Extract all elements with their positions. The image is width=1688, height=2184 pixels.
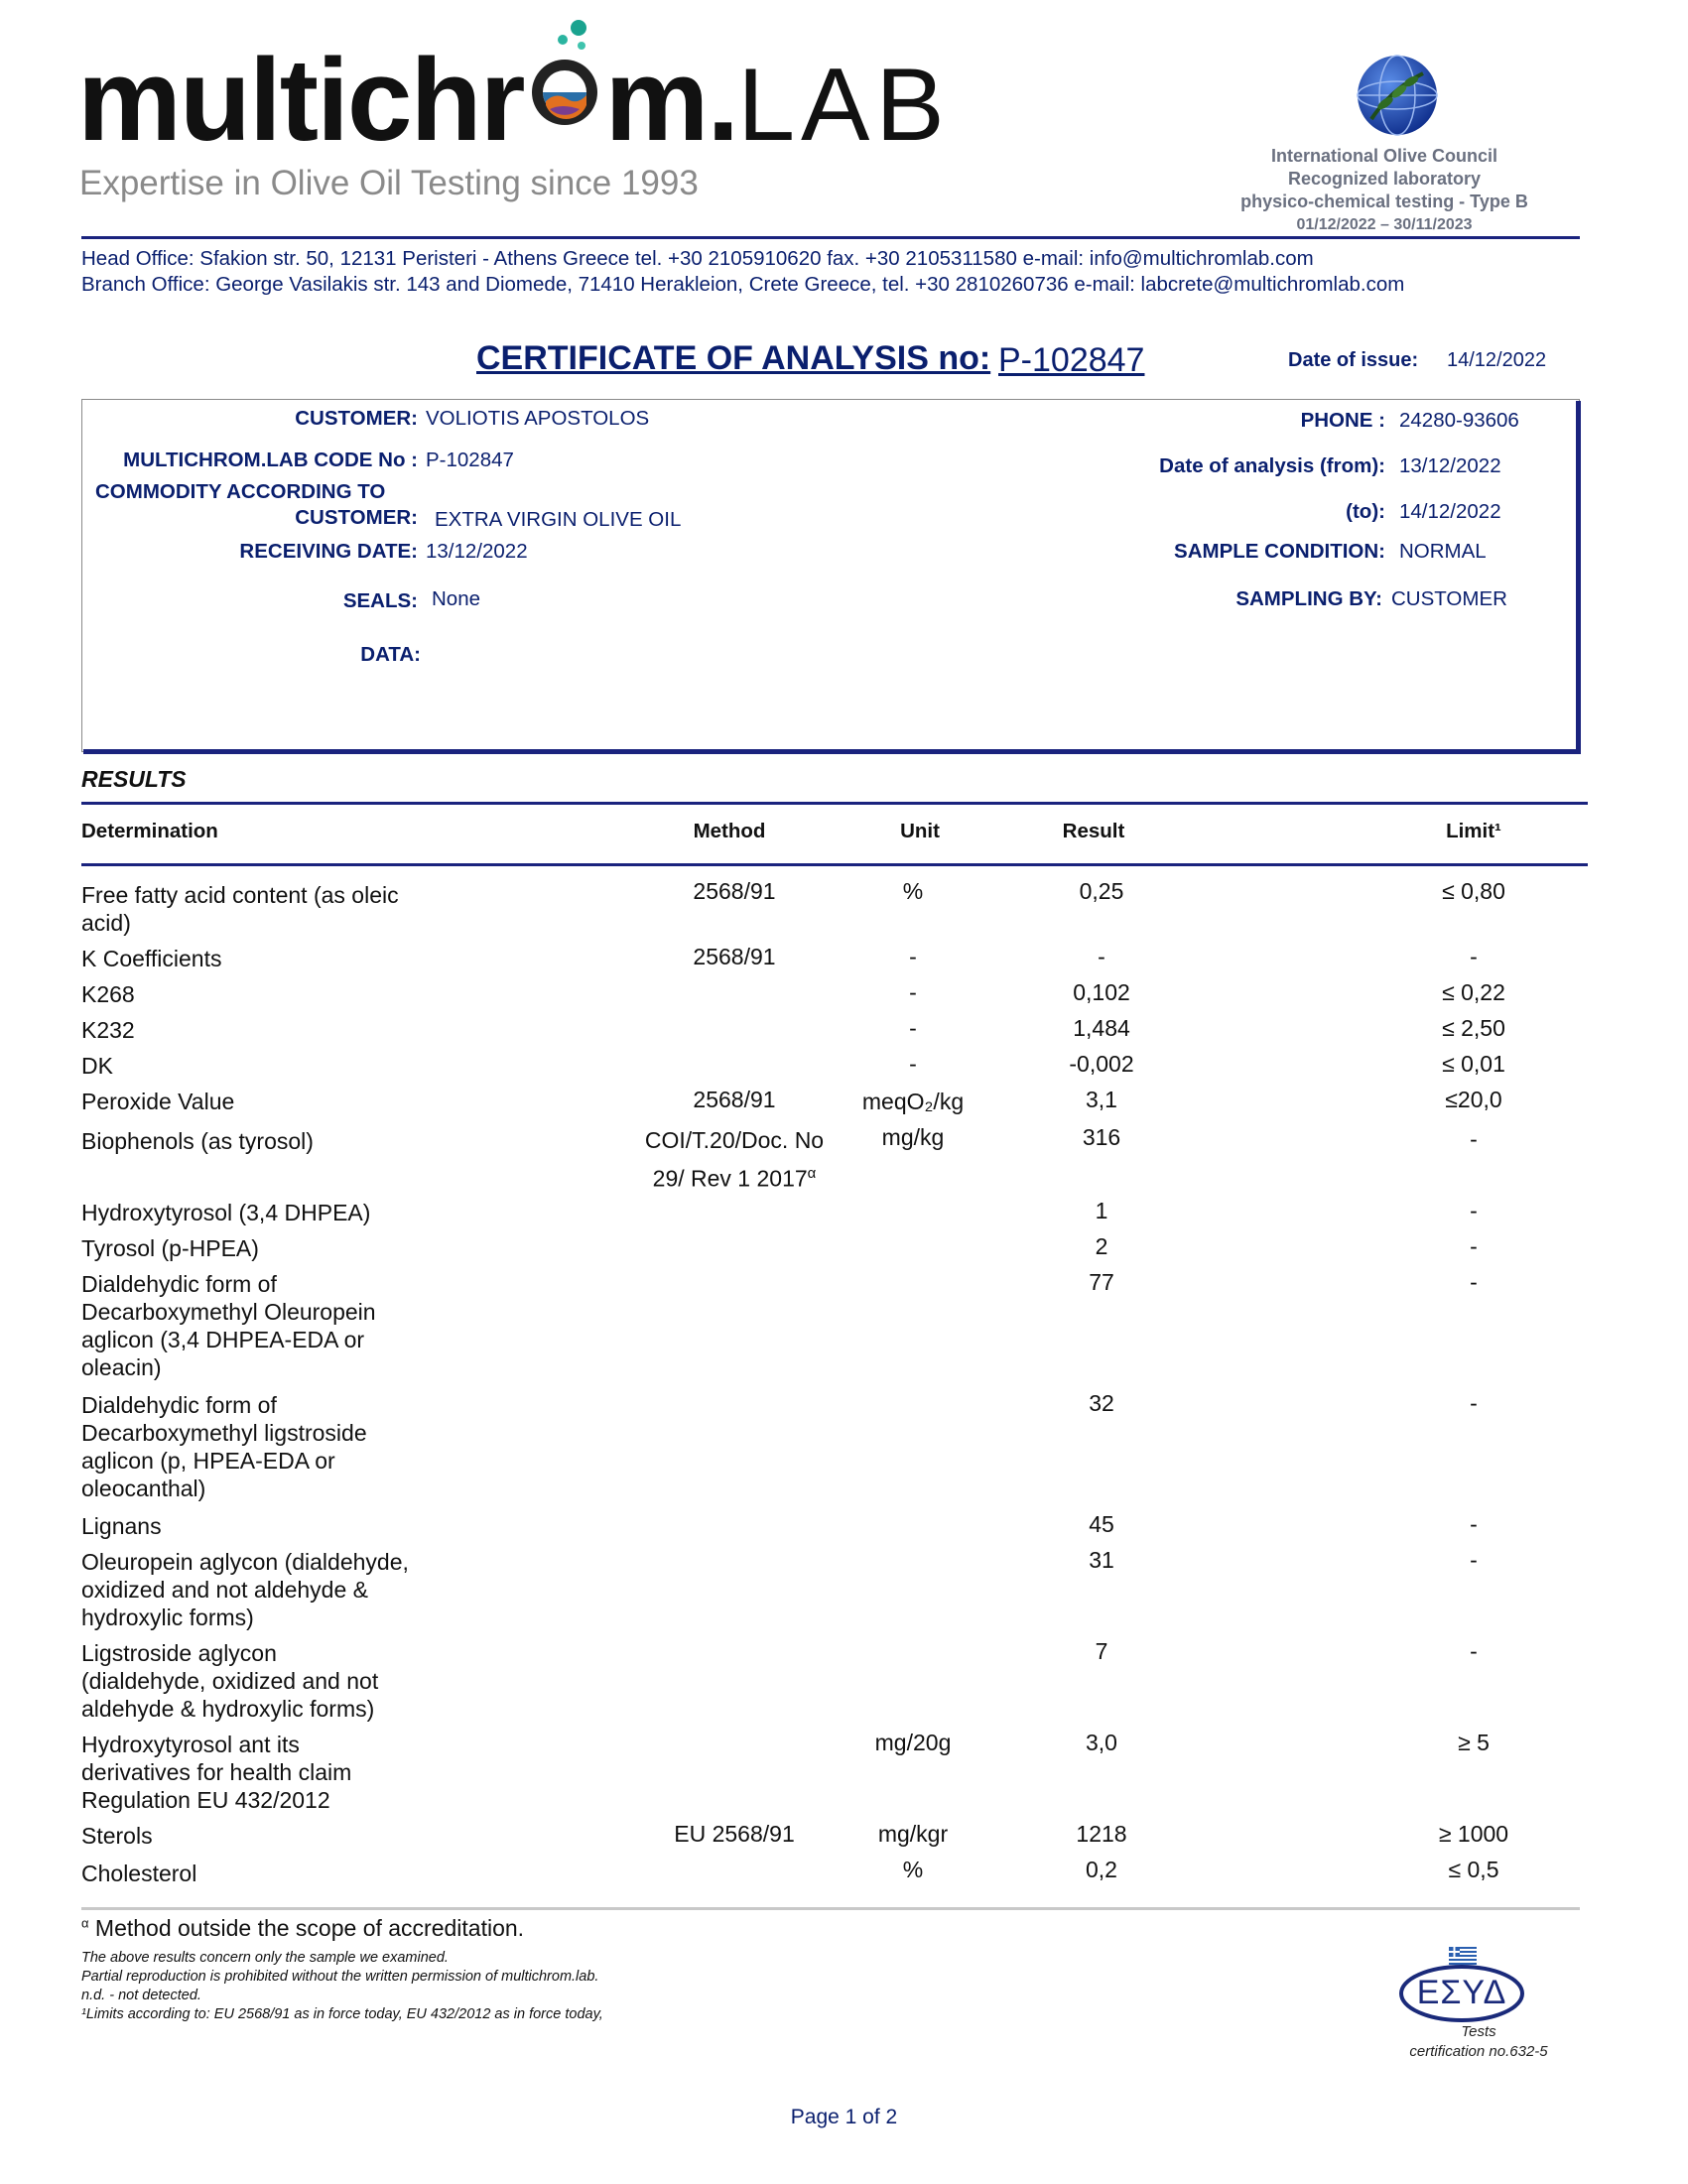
customer-label: CUSTOMER: (295, 407, 418, 430)
ioc-line-3: physico-chemical testing - Type B (1240, 192, 1528, 211)
issue-date: 14/12/2022 (1447, 349, 1547, 371)
result-cell: 3,0 (1086, 1730, 1117, 1755)
unit-cell: mg/kgr (877, 1821, 949, 1847)
certificate-number: P-102847 (998, 341, 1145, 379)
header-method: Method (693, 820, 766, 842)
commodity-label-line1: COMMODITY ACCORDING TO (95, 480, 386, 503)
result-cell: 0,102 (1073, 979, 1130, 1005)
limit-cell: - (1470, 944, 1478, 969)
box-shadow-right (1576, 401, 1581, 754)
limit-cell: ≤ 0,80 (1442, 878, 1505, 904)
accreditation-legend: $^\alpha$ Method outside the scope of accreditation. (81, 1915, 525, 1941)
limit-cell: ≥ 5 (1458, 1730, 1490, 1755)
result-cell: 32 (1089, 1390, 1114, 1416)
company-logo-wordmark: multichr m.LAB (77, 42, 951, 159)
sample-condition-label: SAMPLE CONDITION: (1174, 540, 1385, 563)
limit-cell: - (1470, 1126, 1478, 1152)
phone-label: PHONE : (1300, 409, 1385, 432)
issue-date-label: Date of issue: (1288, 349, 1419, 371)
flask-logo-icon (524, 46, 605, 135)
determination-cell: Ligstroside aglycon (dialdehyde, oxidized and not aldehyde & hydroxylic forms) (81, 1640, 379, 1722)
seals-label: SEALS: (342, 589, 418, 612)
ioc-line-1: International Olive Council (1270, 146, 1498, 166)
result-cell: 45 (1089, 1511, 1114, 1537)
note-limits: ¹Limits according to: EU 2568/91 as in force today, EU 432/2012 as in force today, (81, 2006, 603, 2022)
ioc-line-2: Recognized laboratory (1287, 169, 1482, 189)
determination-cell: Cholesterol (81, 1861, 197, 1886)
determination-cell: Hydroxytyrosol ant its derivatives for health claim Regulation EU 432/2012 (81, 1732, 352, 1813)
limit-cell: - (1470, 1511, 1478, 1537)
method-cell: 2568/91 (693, 878, 776, 904)
note-sample: The above results concern only the sample we examined. (81, 1950, 449, 1966)
unit-cell: - (909, 944, 917, 969)
header-divider (81, 236, 1580, 239)
determination-cell: DK (81, 1053, 113, 1079)
result-cell: - (1098, 944, 1105, 969)
limit-cell: ≤ 0,5 (1448, 1857, 1499, 1882)
determination-cell: Dialdehydic form of Decarboxymethyl ligstroside aglicon (p, HPEA-EDA or oleocanthal) (81, 1392, 367, 1501)
unit-cell: - (909, 979, 917, 1005)
lab-code-label: MULTICHROM.LAB CODE No : (123, 449, 418, 471)
determination-cell: K232 (81, 1017, 135, 1043)
commodity-label-line2: CUSTOMER: (295, 506, 418, 529)
unit-cell: meqO₂/kg (861, 1089, 965, 1114)
limit-cell: ≤20,0 (1445, 1087, 1502, 1112)
limit-cell: - (1470, 1269, 1478, 1295)
determination-cell: Hydroxytyrosol (3,4 DHPEA) (81, 1200, 371, 1225)
receiving-date-label: RECEIVING DATE: (239, 540, 418, 563)
analysis-to-value: 14/12/2022 (1399, 500, 1501, 523)
limit-cell: ≤ 0,22 (1442, 979, 1505, 1005)
determination-cell: Tyrosol (p-HPEA) (81, 1235, 259, 1261)
commodity-value: EXTRA VIRGIN OLIVE OIL (435, 508, 682, 531)
result-cell: 77 (1089, 1269, 1114, 1295)
tagline: Expertise in Olive Oil Testing since 1993 (79, 164, 699, 202)
limit-cell: - (1470, 1390, 1478, 1416)
ioc-recognition (1186, 145, 1583, 236)
analysis-from-value: 13/12/2022 (1399, 454, 1501, 477)
determination-cell: Free fatty acid content (as oleic acid) (81, 882, 399, 936)
unit-cell: - (909, 1015, 917, 1041)
analysis-to-label: (to): (1346, 500, 1385, 523)
unit-cell: mg/20g (874, 1730, 952, 1755)
determination-cell: Biophenols (as tyrosol) (81, 1128, 314, 1154)
unit-cell: - (909, 1051, 917, 1077)
limit-cell: ≤ 0,01 (1442, 1051, 1505, 1077)
results-header-rule (81, 863, 1588, 866)
sample-condition-value: NORMAL (1399, 540, 1487, 563)
result-cell: 0,2 (1086, 1857, 1117, 1882)
note-not-detected: n.d. - not detected. (81, 1988, 201, 2003)
method-cell: EU 2568/91 (674, 1821, 795, 1847)
method-cell: 2568/91 (693, 1087, 776, 1112)
result-cell: 2 (1095, 1233, 1108, 1259)
header-result: Result (1062, 820, 1125, 842)
method-cell: COI/T.20/Doc. No 29/ Rev 1 $2017^\alpha$ (644, 1127, 825, 1192)
determination-cell: K268 (81, 981, 135, 1007)
limit-cell: - (1470, 1198, 1478, 1223)
box-shadow-bottom (83, 749, 1581, 754)
result-cell: 1 (1095, 1198, 1108, 1223)
unit-cell: % (902, 1857, 924, 1882)
determination-cell: Lignans (81, 1513, 162, 1539)
results-bottom-rule (81, 1907, 1580, 1910)
limit-cell: - (1470, 1233, 1478, 1259)
result-cell: 1218 (1076, 1821, 1127, 1847)
limit-cell: ≥ 1000 (1438, 1821, 1509, 1847)
limit-cell: - (1470, 1547, 1478, 1573)
header-determination: Determination (81, 820, 218, 842)
unit-cell: % (902, 878, 924, 904)
esyd-accreditation-logo: ΕΣΥΔ (1397, 1963, 1526, 2024)
result-cell: 1,484 (1073, 1015, 1130, 1041)
analysis-from-label: Date of analysis (from): (1159, 454, 1385, 477)
result-cell: 31 (1089, 1547, 1114, 1573)
certificate-title: CERTIFICATE OF ANALYSIS no: (476, 339, 991, 377)
globe-logo-icon (1352, 50, 1443, 146)
method-cell: 2568/91 (693, 944, 776, 969)
limit-cell: - (1470, 1638, 1478, 1664)
determination-cell: Sterols (81, 1823, 153, 1849)
result-cell: 7 (1095, 1638, 1108, 1664)
page-number: Page 1 of 2 (790, 2106, 898, 2128)
result-cell: 316 (1082, 1124, 1121, 1150)
ioc-line-4: 01/12/2022 – 30/11/2023 (1296, 216, 1473, 233)
sampling-by-value: CUSTOMER (1391, 587, 1507, 610)
esyd-caption: Tests certification no.632-5 (1409, 2023, 1548, 2060)
header-unit: Unit (900, 820, 940, 842)
results-title: RESULTS (81, 766, 187, 792)
customer-value: VOLIOTIS APOSTOLOS (426, 407, 650, 430)
determination-cell: Oleuropein aglycon (dialdehyde, oxidized and not aldehyde & hydroxylic forms) (81, 1549, 409, 1630)
address-block (81, 246, 1404, 298)
header-limit: Limit¹ (1446, 820, 1501, 842)
lab-code-value: P-102847 (426, 449, 514, 471)
results-top-rule (81, 802, 1588, 805)
result-cell: -0,002 (1069, 1051, 1134, 1077)
determination-cell: K Coefficients (81, 946, 222, 971)
phone-value: 24280-93606 (1399, 409, 1519, 432)
sampling-by-label: SAMPLING BY: (1235, 587, 1382, 610)
branch-office: Branch Office: George Vasilakis str. 143 and Diomede, 71410 Herakleion, Crete Greece, tel. +30 2810260736 e-mail: labcrete@multichromlab.com (81, 273, 1405, 296)
head-office: Head Office: Sfakion str. 50, 12131 Peristeri - Athens Greece tel. +30 2105910620 fax. +30 2105311580 e-mail: info@multichromlab.com (81, 247, 1314, 270)
determination-cell: Peroxide Value (81, 1089, 235, 1114)
result-cell: 3,1 (1086, 1087, 1117, 1112)
note-reproduction: Partial reproduction is prohibited without the written permission of multichrom.lab. (81, 1969, 599, 1985)
data-label: DATA: (360, 643, 421, 666)
seals-value: None (432, 587, 481, 610)
determination-cell: Dialdehydic form of Decarboxymethyl Oleuropein aglicon (3,4 DHPEA-EDA or oleacin) (81, 1271, 376, 1380)
unit-cell: mg/kg (881, 1124, 945, 1150)
receiving-date-value: 13/12/2022 (426, 540, 528, 563)
result-cell: 0,25 (1079, 878, 1124, 904)
limit-cell: ≤ 2,50 (1442, 1015, 1505, 1041)
